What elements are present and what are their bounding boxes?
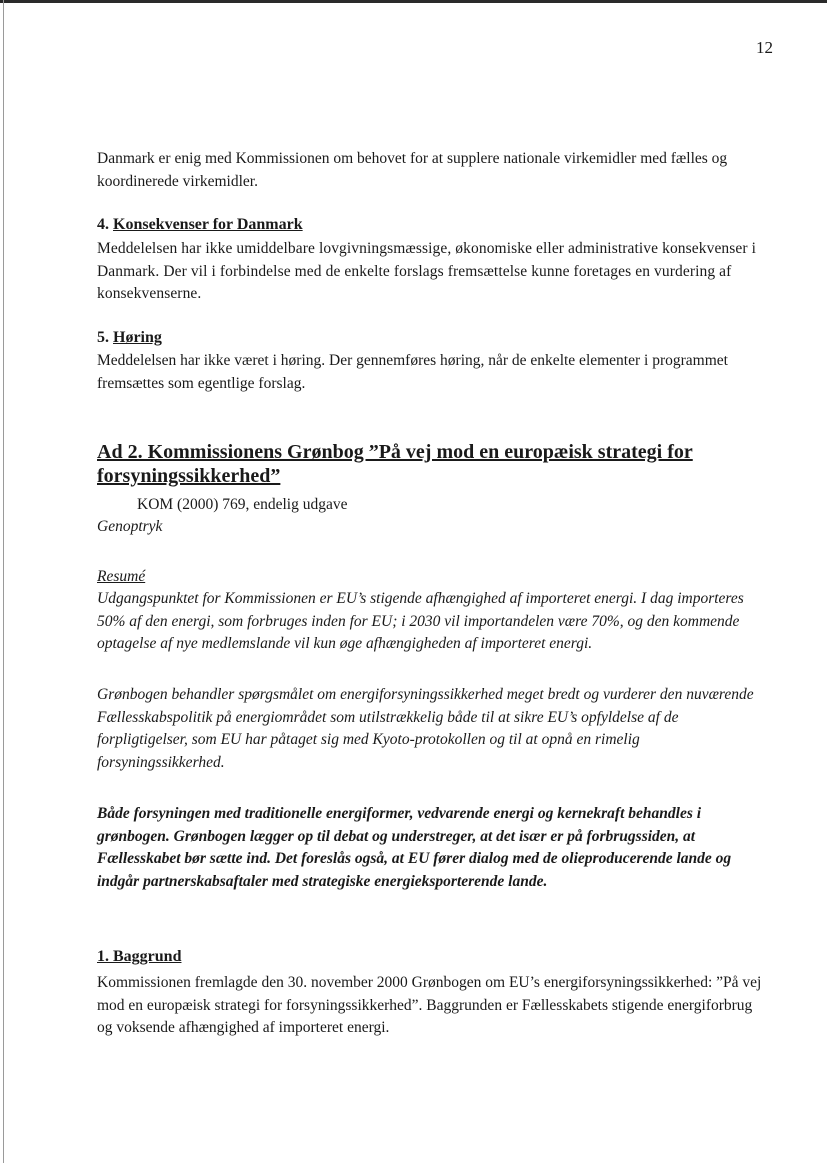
section-5-paragraph: Meddelelsen har ikke været i høring. Der gennemføres høring, når de enkelte elementer i programmet fremsættes som egentlige forslag.	[97, 352, 728, 392]
page-number: 12	[756, 38, 773, 57]
section-5-heading	[97, 329, 162, 347]
baggrund-heading: 1. Baggrund	[97, 948, 182, 965]
section-4-heading	[97, 216, 303, 234]
reprint-note: Genoptryk	[97, 518, 163, 535]
resume-paragraph-1: Udgangspunktet for Kommissionen er EU’s stigende afhængighed af importeret energi. I dag importeres 50% af den energi, som forbruges inden for EU; i 2030 vil importandelen være 70%, og den kommende optagelse af nye medlemslande vil kun øge afhængigheden af importeret energi.	[97, 590, 744, 652]
ad2-heading: Ad 2. Kommissionens Grønbog ”På vej mod en europæisk strategi for forsyningssikkerhed”	[97, 441, 693, 487]
intro-paragraph: Danmark er enig med Kommissionen om behovet for at supplere nationale virkemidler med fælles og koordinerede virkemidler.	[97, 150, 728, 190]
baggrund-paragraph: Kommissionen fremlagde den 30. november 2000 Grønbogen om EU’s energiforsyningssikkerhed: ”På vej mod en europæisk strategi for forsyningssikkerhed”. Baggrunden er Fællesskabets stigende energiforbrug og voksende afhængighed af importeret energi.	[97, 974, 762, 1036]
resume-label: Resumé	[97, 568, 146, 585]
section-4-title: Konsekvenser for Danmark	[113, 216, 303, 233]
resume-paragraph-3: Både forsyningen med traditionelle energiformer, vedvarende energi og kernekraft behandles i grønbogen. Grønbogen lægger op til debat og understreger, at det især er på forbrugssiden, at Fællesskabet bør sætte ind. Det foreslås også, at EU fører dialog med de olieproducerende lande og indgår partnerskabsaftaler med strategiske energieksporterende lande.	[97, 805, 732, 890]
section-5-title: Høring	[113, 329, 162, 346]
left-scan-edge	[3, 0, 4, 1163]
kom-reference: KOM (2000) 769, endelig udgave	[137, 496, 348, 513]
section-4-paragraph: Meddelelsen har ikke umiddelbare lovgivningsmæssige, økonomiske eller administrative konsekvenser i Danmark. Der vil i forbindelse med de enkelte forslags fremsættelse kunne foretages en vurdering af konsekvenserne.	[97, 240, 757, 302]
resume-paragraph-2: Grønbogen behandler spørgsmålet om energiforsyningssikkerhed meget bredt og vurderer den nuværende Fællesskabspolitik på energiområdet som utilstrækkelig både til at sikre EU’s opfyldelse af de forpligtigelser, som EU har påtaget sig med Kyoto-protokollen og til at opnå en rimelig forsyningssikkerhed.	[97, 686, 754, 771]
section-4-number: 4.	[97, 216, 109, 233]
top-scan-border	[0, 0, 827, 3]
section-5-number: 5.	[97, 329, 109, 346]
